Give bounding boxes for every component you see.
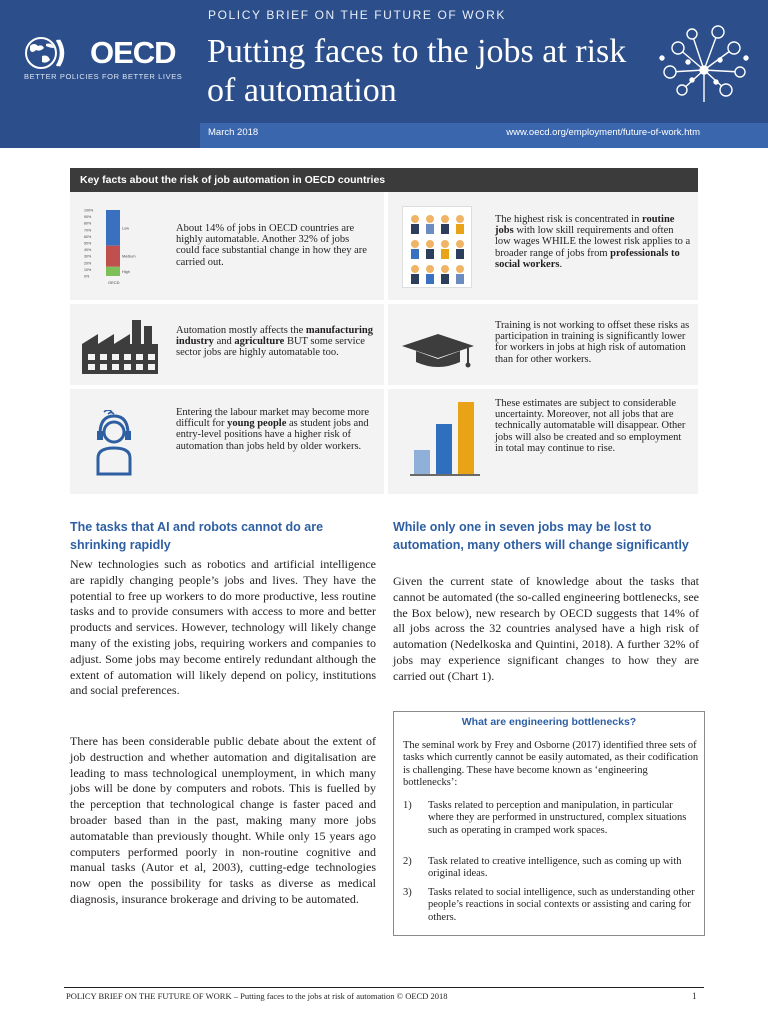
people-grid-icon [403,207,473,289]
fact-text-young-people: Entering the labour market may become more difficult for young people as student jobs and entry-level positions have a higher risk of automation than jobs held by older workers. [176,407,370,452]
bottleneck-item-number: 2) [403,856,412,867]
fact-text-training: Training is not working to offset these risks as participation in training is significantly lower for workers in jobs at high risk of automation than for other workers. [495,320,690,365]
mini-chart-tick-label: 10% [84,267,92,272]
uncertainty-bar [458,402,474,474]
mini-chart-x-label: OECD [108,280,120,285]
page-number: 1 [692,991,697,1001]
mini-chart-segment-label: High [122,269,130,274]
bottleneck-item: Tasks related to perception and manipulation, in particular where they are performed in unstructured, complex situations such as operating in cramped work spaces. [428,800,687,836]
mini-stacked-bar-chart [84,206,144,290]
mini-chart-segment-label: Low [122,226,129,231]
key-facts-title: Key facts about the risk of job automation in OECD countries [70,168,698,192]
globe-icon [24,34,66,72]
key-facts-panel [70,192,698,494]
left-paragraph-2: There has been considerable public debate about the extent of job destruction and whether automation and digitalisation are leading to mass technological unemployment, in which many jobs will be done by computers and robots. This is fuelled by the perception that technological change is faster paced and broader based than in the past, making many more jobs automatable than previously thought. While only 15 years ago computers performed poorly in non-routine cognitive and manual tasks (Autor et al, 2003), cutting-edge technologies now open the possibility for tasks as diverse as medical diagnosis, insurance brokerage and driving to be automated. [70,734,376,906]
bottleneck-item-number: 1) [403,800,412,811]
uncertainty-bar-icon [410,398,480,480]
mini-chart-tick-label: 40% [84,248,92,253]
fact-text-routine-jobs: The highest risk is concentrated in routine jobs with low skill requirements and often low wages WHILE the lowest risk applies to a broader range of jobs from professionals to social workers. [495,214,691,270]
mini-chart-tick-label: 30% [84,254,92,259]
website-link[interactable]: www.oecd.org/employment/future-of-work.htm [506,127,700,138]
fact-text-manufacturing: Automation mostly affects the manufacturing industry and agriculture BUT some service sector jobs are highly automatable too. [176,325,373,359]
header-banner [0,0,768,148]
right-section-heading: While only one in seven jobs may be lost to automation, many others will change significantly [393,520,689,552]
bottlenecks-box-intro: The seminal work by Frey and Osborne (2017) identified three sets of tasks which currently cannot be easily automated, as their codification is challenging. These have become known as ‘engineering bottlenecks’: [403,740,699,789]
logo-tagline: BETTER POLICIES FOR BETTER LIVES [24,72,183,81]
mini-chart-tick-label: 90% [84,215,92,220]
series-title: POLICY BRIEF ON THE FUTURE OF WORK [208,8,506,22]
mini-chart-tick-label: 80% [84,221,92,226]
uncertainty-bar [414,450,430,474]
graduation-cap-icon [400,332,476,370]
left-paragraph-1: New technologies such as robotics and artificial intelligence are rapidly changing people’s jobs and lives. They have the potential to free up workers to do more productive, less routine tasks and to provide consumers with access to more and better products and services. However, technology will likely change many of the existing jobs, requiring workers and companies to adjust. Some jobs may become entirely redundant although the extent of automation will likely depend on policy, institutions and social preferences. [70,557,376,698]
network-people-icon [658,22,750,106]
occupations-image [402,206,472,288]
mini-chart-segment-label: Medium [122,254,136,259]
bottleneck-item: Tasks related to social intelligence, such as understanding other people’s reactions in social contexts or assisting and caring for others. [428,887,695,923]
logo-wordmark: OECD [90,35,176,70]
key-facts-column-divider [384,192,388,494]
fact-text-automatable-share: About 14% of jobs in OECD countries are highly automatable. Another 32% of jobs could face substantial change in how they are carried out. [176,223,367,268]
mini-chart-tick-label: 20% [84,261,92,266]
left-section-heading: The tasks that AI and robots cannot do are shrinking rapidly [70,520,324,552]
fact-text-uncertainty: These estimates are subject to considerable uncertainty. Moreover, not all jobs that are technically automatable will disappear. Other jobs will also be created and so employment in total may continue to rise. [495,398,686,454]
bottleneck-item: Task related to creative intelligence, such as coming up with original ideas. [428,856,682,880]
mini-chart-tick-label: 0% [84,274,90,279]
bottleneck-item-number: 3) [403,887,412,898]
mini-chart-tick-label: 50% [84,241,92,246]
right-paragraph-1: Given the current state of knowledge about the tasks that cannot be automated (the so-called engineering bottlenecks, see the Box below), new research by OECD suggests that 14% of all jobs across the 32 countries analysed have a high risk of automation (Nedelkoska and Quintini, 2018). A further 32% of jobs may experience significant changes to how they are carried out (Chart 1). [393,574,699,683]
mini-chart-segment [106,267,120,276]
young-person-headset-icon [94,410,134,476]
footer-rule [64,987,704,988]
factory-icon [80,318,160,376]
mini-chart-tick-label: 60% [84,234,92,239]
mini-chart-segment [106,246,120,267]
page-title: Putting faces to the jobs at risk of automation [207,33,627,109]
uncertainty-bar [436,424,452,474]
publication-date: March 2018 [208,127,259,138]
mini-chart-tick-label: 100% [84,208,94,213]
bottlenecks-box-title: What are engineering bottlenecks? [461,716,637,728]
footer-text: POLICY BRIEF ON THE FUTURE OF WORK – Putting faces to the jobs at risk of automation © OECD 2018 [66,991,448,1001]
mini-chart-tick-label: 70% [84,228,92,233]
mini-chart-segment [106,210,120,246]
